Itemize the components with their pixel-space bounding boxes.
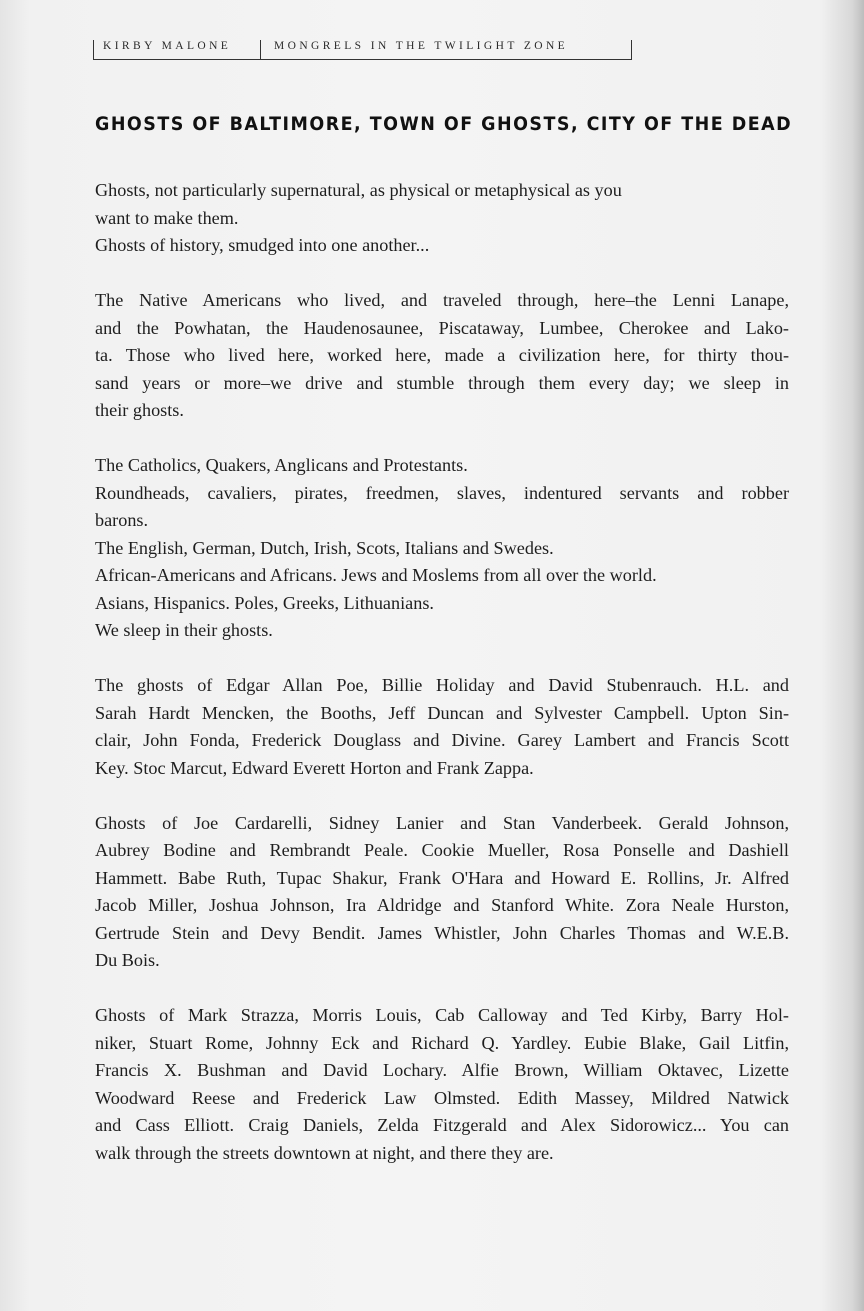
- text-line: walk through the streets downtown at night, and there they are.: [95, 1142, 554, 1163]
- text-line: and Cass Elliott. Craig Daniels, Zelda Fitzgerald and Alex Sidorowicz... You can: [95, 1115, 789, 1135]
- paragraph: [95, 452, 789, 645]
- text-line: barons.: [95, 510, 149, 530]
- text-line: Hammett. Babe Ruth, Tupac Shakur, Frank O'Hara and Howard E. Rollins, Jr. Alfred: [95, 867, 789, 888]
- text-line: want to make them.: [95, 207, 239, 228]
- header-author: KIRBY MALONE: [103, 40, 232, 52]
- text-line: Aubrey Bodine and Rembrandt Peale. Cookie Mueller, Rosa Ponselle and Dashiell: [95, 840, 789, 860]
- text-line: Sarah Hardt Mencken, the Booths, Jeff Duncan and Sylvester Campbell. Upton Sin-: [95, 702, 789, 723]
- text-line: Gertrude Stein and Devy Bendit. James Whistler, John Charles Thomas and W.E.B.: [95, 922, 789, 943]
- text-line: We sleep in their ghosts.: [95, 620, 273, 640]
- text-line: The Native Americans who lived, and traveled through, here–the Lenni Lanape,: [95, 290, 789, 310]
- text-line: Woodward Reese and Frederick Law Olmsted. Edith Massey, Mildred Natwick: [95, 1087, 789, 1108]
- text-line: The English, German, Dutch, Irish, Scots, Italians and Swedes.: [95, 537, 554, 558]
- paragraph: [95, 177, 789, 260]
- header-book-title: MONGRELS IN THE TWILIGHT ZONE: [274, 40, 569, 52]
- text-line: Jacob Miller, Joshua Johnson, Ira Aldridge and Stanford White. Zora Neale Hurston,: [95, 895, 789, 915]
- paragraph: [95, 810, 789, 975]
- header-rule-divider: [260, 40, 261, 60]
- text-line: ta. Those who lived here, worked here, made a civilization here, for thirty thou-: [95, 345, 789, 365]
- text-line: Ghosts of history, smudged into one another...: [95, 235, 430, 255]
- chapter-title: GHOSTS OF BALTIMORE, TOWN OF GHOSTS, CITY OF THE DEAD: [95, 113, 793, 135]
- text-line: African-Americans and Africans. Jews and Moslems from all over the world.: [95, 565, 657, 585]
- text-line: and the Powhatan, the Haudenosaunee, Piscataway, Lumbee, Cherokee and Lako-: [95, 317, 789, 338]
- text-line: Ghosts of Mark Strazza, Morris Louis, Cab Calloway and Ted Kirby, Barry Hol-: [95, 1005, 789, 1025]
- text-line: Ghosts of Joe Cardarelli, Sidney Lanier and Stan Vanderbeek. Gerald Johnson,: [95, 812, 789, 833]
- text-line: clair, John Fonda, Frederick Douglass and Divine. Garey Lambert and Francis Scott: [95, 730, 789, 750]
- text-line: The Catholics, Quakers, Anglicans and Protestants.: [95, 455, 468, 475]
- text-line: Key. Stoc Marcut, Edward Everett Horton and Frank Zappa.: [95, 757, 534, 778]
- text-line: Francis X. Bushman and David Lochary. Alfie Brown, William Oktavec, Lizette: [95, 1060, 789, 1080]
- paragraph: [95, 1002, 789, 1167]
- running-header: [93, 38, 633, 62]
- text-line: niker, Stuart Rome, Johnny Eck and Richard Q. Yardley. Eubie Blake, Gail Litfin,: [95, 1032, 789, 1053]
- text-line: their ghosts.: [95, 400, 184, 420]
- header-rule-left: [93, 40, 94, 60]
- header-rule-right: [631, 40, 632, 60]
- text-line: The ghosts of Edgar Allan Poe, Billie Holiday and David Stubenrauch. H.L. and: [95, 675, 789, 695]
- body-text: [95, 177, 789, 1195]
- text-line: Roundheads, cavaliers, pirates, freedmen, slaves, indentured servants and robber: [95, 482, 789, 503]
- header-rule-bottom: [93, 59, 632, 60]
- text-line: Asians, Hispanics. Poles, Greeks, Lithuanians.: [95, 592, 434, 613]
- text-line: Du Bois.: [95, 950, 160, 970]
- paragraph: [95, 287, 789, 425]
- paragraph: [95, 672, 789, 782]
- text-line: sand years or more–we drive and stumble through them every day; we sleep in: [95, 372, 789, 393]
- text-line: Ghosts, not particularly supernatural, as physical or metaphysical as you: [95, 180, 622, 200]
